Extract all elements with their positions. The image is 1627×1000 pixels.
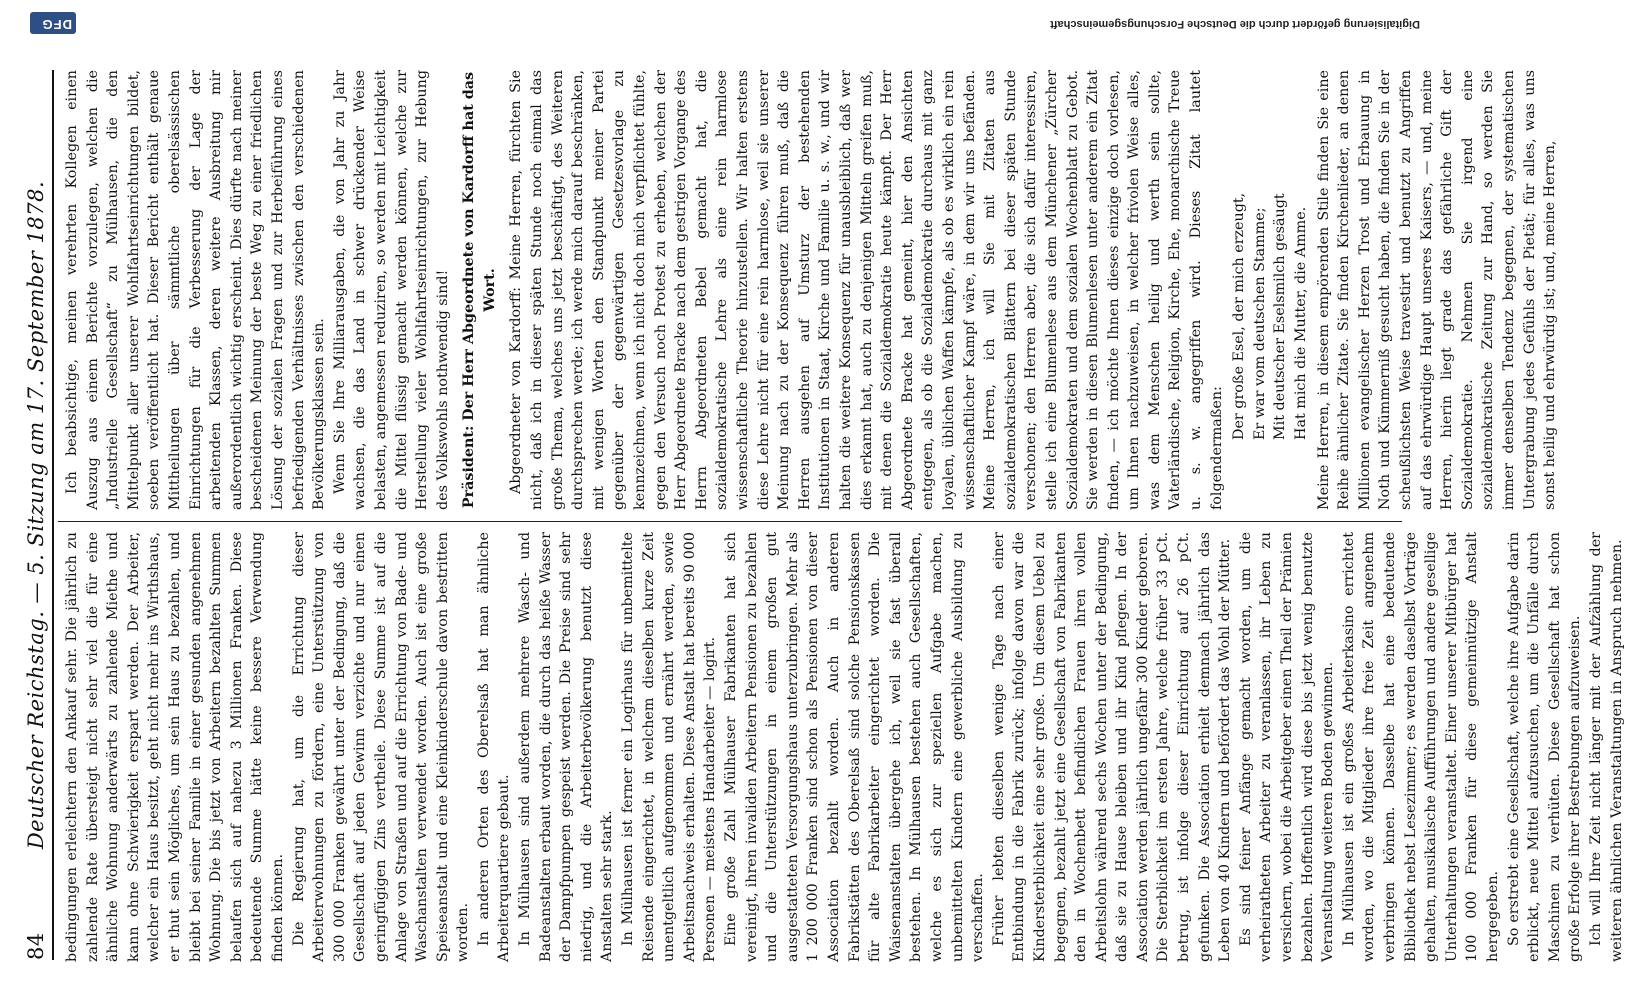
paragraph: In Mülhausen ist ferner ein Logirhaus für unbemittelte Reisende eingerichtet, in welchem dieselben kurze Zeit unentgeltlich aufgenommen und ernährt werden, sowie Arbeitsnachweis erhalten. Diese Anstalt hat bereits 90 000 Personen — meistens Handarbeiter — logirt. (620, 532, 719, 962)
page-header (18, 70, 54, 960)
paragraph: In Mülhausen ist ein großes Arbeiterkasino errichtet worden, wo die Mitglieder ihre freie Zeit angenehm verbringen können. Dasselbe hat eine bedeutende Bibliothek nebst Lesezimmer; es werden daselbst Vorträge gehalten, musikalische Aufführungen und andere gesellige Unterhaltungen veranstaltet. Einer unserer Mitbürger hat 100 000 Franken für diese gemeinnützige Anstalt hergegeben. (1340, 532, 1501, 962)
logo-text: DFG (41, 17, 72, 32)
verse-line: Der große Esel, der mich erzeugt, (1231, 192, 1248, 440)
right-column (62, 70, 1559, 510)
paragraph: Die Regierung hat, um die Errichtung dieser Arbeiterwohnungen zu fördern, eine Unterstützung von 300 000 Franken gewährt unter der Bedingung, daß die Gesellschaft auf jeden Gewinn verzichte und nur einen geringfügigen Zins vertheile. Diese Summe ist auf die Anlage von Straßen und auf die Errichtung von Bade- und Waschanstalten verwendet worden. Auch ist eine große Speiseanstalt und eine Kleinkinderschule davon bestritten worden. (290, 532, 472, 962)
column-divider (58, 521, 1402, 522)
paragraph: bedingungen erleichtern den Ankauf sehr. Die jährlich zu zahlende Rate übersteigt nicht sehr viel die für eine ähnliche Wohnung anderwärts zu zahlende Miethe und kann ohne Schwierigkeit erspart werden. Der Arbeiter, welcher ein Haus besitzt, geht nicht mehr ins Wirthshaus, er thut sein Mögliches, um sein Haus zu bezahlen, und bleibt bei seiner Familie in einer gesunden angenehmen Wohnung. Die bis jetzt von Arbeitern bezahlten Summen belaufen sich auf nahezu 3 Millionen Franken. Diese bedeutende Summe hätte keine bessere Verwendung finden können. (64, 532, 286, 962)
verse-line: Er war vom deutschen Stamme; (1251, 207, 1268, 440)
paragraph: Meine Herren, in diesem empörenden Stile finden Sie eine Reihe ähnlicher Zitate. Sie finden Kirchenlieder, an denen Millionen evangelischer Herzen Trost und Erbauung in Noth und Kümmerniß gesucht haben, die finden Sie in der scheußlichsten Weise travestirt und benutzt zu Angriffen auf das ehrwürdige Haupt unseres Kaisers, — und, meine Herren, hierin liegt grade das gefährliche Gift der Sozialdemokratie. Nehmen Sie irgend eine sozialdemokratische Zeitung zur Hand, so werden Sie immer denselben Tendenz begegnen, der systematischen Untergrabung jedes Gefühls der Pietät; für alles, was uns sonst heilig und ehrwürdig ist; und, meine Herren, (1315, 70, 1559, 510)
verse-line: Hat mich die Mutter, die Amme. (1293, 206, 1310, 440)
funding-credit: Digitalisierung gefördert durch die Deutsche Forschungsgemeinschaft (1050, 18, 1420, 30)
paragraph: Ich beabsichtige, meinen verehrten Kollegen einen Auszug aus einem Berichte vorzulegen, welchen die „Industrielle Gesellschaft“ zu Mülhausen, die den Mittelpunkt aller unserer Wohlfahrtseinrichtungen bildet, soeben veröffentlicht hat. Dieser Bericht enthält genaue Mittheilungen über sämmtliche oberelsässischen Einrichtungen für die Verbesserung der Lage der arbeitenden Klassen, deren weitere Ausbreitung mir außerordentlich wichtig erscheint. Dies dürfte nach meiner bescheidenen Meinung der beste Weg zu einer friedlichen Lösung der sozialen Fragen und zur Herbeiführung eines befriedigenden Verhältnisses zwischen den verschiedenen Bevölkerungsklassen sein. (64, 70, 328, 510)
dfg-logo (30, 12, 76, 34)
paragraph: Es sind feiner Anfänge gemacht worden, um die verheiratheten Arbeiter zu veranlassen, ihr Leben zu versichern, wobei die Arbeitgeber einen Theil der Prämien bezahlen. Hoffentlich wird diese bis jetzt wenig benutzte Veranstaltung weiteren Boden gewinnen. (1237, 532, 1337, 962)
paragraph: Ich will Ihre Zeit nicht länger mit der Aufzählung der weiteren ähnlichen Veranstaltungen in Anspruch nehmen. (1587, 532, 1625, 962)
digitization-note (0, 0, 1432, 70)
left-column (62, 532, 1625, 962)
paragraph: So erstrebt eine Gesellschaft, welche ihre Aufgabe darin erblickt, neue Mittel aufzusuchen, um die Unfälle durch Maschinen zu verhüten. Diese Gesellschaft hat schon große Erfolge ihrer Bestrebungen aufzuweisen. (1505, 532, 1584, 962)
page-number: 84 (24, 932, 48, 960)
verse-line: Mit deutscher Eselsmilch gesäugt (1272, 193, 1289, 440)
paragraph: In anderen Orten des Oberelsaß hat man ähnliche Arbeiterquartiere gebaut. (475, 532, 513, 962)
paragraph: Wenn Sie Ihre Milliarausgaben, die von Jahr zu Jahr wachsen, die das Land in schwer drückender Weise belasten, angemessen reduziren, so werden mit Leichtigkeit die Mittel flüssig gemacht werden können, welche zur Herstellung vieler Wohlfahrtseinrichtungen, zur Hebung des Volkswohls nothwendig sind! (331, 70, 451, 510)
page-title: Deutscher Reichstag. — 5. Sitzung am 17. September 1878. (24, 180, 48, 850)
paragraph: In Mülhausen sind außerdem mehrere Wasch- und Badeanstalten erbaut worden, die durch das heiße Wasser der Dampfpumpen gespeist werden. Die Preise sind sehr niedrig, und die Arbeiterbevölkerung benutzt diese Anstalten sehr stark. (517, 532, 616, 962)
quoted-verse (1229, 70, 1311, 440)
paragraph: Früher lebten dieselben wenige Tage nach einer Entbindung in die Fabrik zurück; infolge davon war die Kindersterblichkeit eine sehr große. Um diesem Uebel zu begegnen, bezahlt jetzt eine Gesellschaft von Fabrikanten den in Wochenbett befindlichen Frauen ihren vollen Arbeitslohn während sechs Wochen unter der Bedingung, daß sie zu Hause bleiben und ihr Kind pflegen. In der Association werden jährlich ungefähr 300 Kinder geboren. Die Sterblichkeit im ersten Jahre, welche früher 33 pCt. betrug, ist infolge dieser Einrichtung auf 26 pCt. gefunken. Die Association erhielt demnach jährlich das Leben von 40 Kindern und befördert das Wohl der Mütter. (990, 532, 1234, 962)
speaker-heading: Präsident: Der Herr Abgeordnete von Kardorff hat das Wort. (461, 71, 498, 509)
paragraph: Eine große Zahl Mülhauser Fabrikanten hat sich vereinigt, ihren invaliden Arbeitern Pensionen zu bezahlen und die Unterstützungen in einem großen gut ausgestatteten Versorgungshaus unterzubringen. Mehr als 1 200 000 Franken sind schon als Pensionen von dieser Association bezahlt worden. Auch in anderen Fabrikstätten des Oberelsaß sind solche Pensionskassen für alte Fabrikarbeiter eingerichtet worden. Die Waisenanstalten übergehe ich, weil sie fast überall bestehen. In Mülhausen bestehen auch Gesellschaften, welche es sich zur speziellen Aufgabe machen, unbemittelten Kindern eine gewerbliche Ausbildung zu verschaffen. (723, 532, 987, 962)
paragraph: Abgeordneter von Kardorff: Meine Herren, fürchten Sie nicht, daß ich in dieser späten Stunde noch einmal das große Thema, welches uns jetzt beschäftigt, des Weiteren durchsprechen werde; ich werde mich darauf beschränken, mit wenigen Worten den Standpunkt meiner Partei gegenüber der gegenwärtigen Gesetzesvorlage zu kennzeichnen, wenn ich nicht doch mich verpflichtet fühlte, gegen den Versuch noch Protest zu erheben, welchen der Herr Abgeordnete Bracke nach dem gestrigen Vorgange des Herrn Abgeordneten Bebel gemacht hat, die sozialdemokratische Lehre als eine rein harmlose wissenschaftliche Theorie hinzustellen. Wir halten erstens diese Lehre nicht für eine rein harmlose, weil sie unserer Meinung nach zu der Konsequenz führen muß, daß die Herren ausgehen auf Umsturz der bestehenden Institutionen in Staat, Kirche und Familie u. s. w., und wir halten die weitere Konsequenz für unausbleiblich, daß wer dies erkannt hat, auch zu denjenigen Mitteln greifen muß, mit denen die Sozialdemokratie heute kämpft. Der Herr Abgeordnete Bracke hat gemeint, hier den Ansichten entgegen, als ob die Sozialdemokratie durchaus mit ganz loyalen, üblichen Waffen kämpfe, als ob es wirklich ein rein wissenschaftlicher Kampf wäre, in dem wir uns befänden. Meine Herren, ich will Sie mit Zitaten aus sozialdemokratischen Blättern bei dieser späten Stunde verschonen; den Herren aber, die sich dafür interessiren, stelle ich eine Blumenlese aus dem Münchener „Zürcher Sozialdemokraten und dem sozialen Wochenblatt zu Gebot. Sie werden in diesen Blumenlesen unter anderem ein Zitat finden, — ich möchte Ihnen dieses einzige doch vorlesen, um Ihnen nachzuweisen, in welcher frivolen Weise alles, was dem Menschen heilig und werth sein sollte, Vaterländische, Religion, Kirche, Ehe, monarchische Treue u. s. w. angegriffen wird. Dieses Zitat lautet folgendermaßen: (508, 70, 1225, 510)
